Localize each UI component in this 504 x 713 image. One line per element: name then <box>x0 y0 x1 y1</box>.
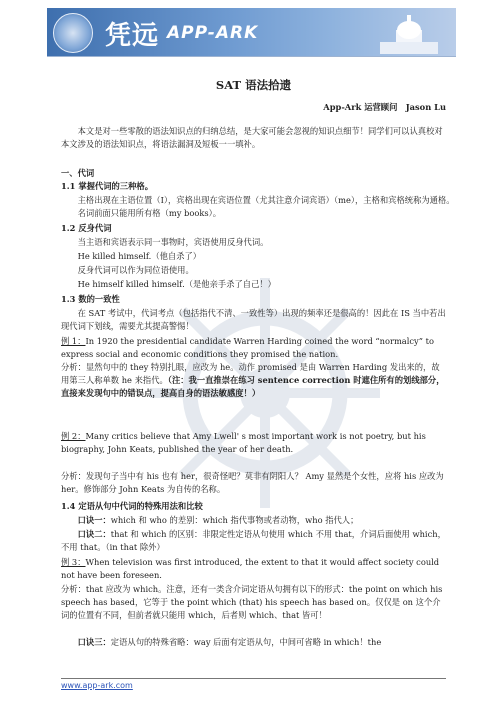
rule-3-text: 定语从句的特殊省略：way 后面有定语从句，中间可省略 in which！the <box>110 637 382 647</box>
paragraph-1-3: 在 SAT 考试中，代词考点（包括指代不清、一致性等）出现的频率还是很高的！因此在 IS 当中若出现代词下划线，需要尤其提高警惕！ <box>61 308 446 331</box>
example-3-label: 例 3： <box>61 557 86 567</box>
header-banner <box>47 8 456 57</box>
example-2-label: 例 2： <box>61 431 86 441</box>
subheading-1-1: 1.1 掌握代词的三种格。 <box>61 181 153 191</box>
rule-2-text: that 和 which 的区别：非限定性定语从句使用 which 不用 that，介词后面使用 which，不用 that。（in that 除外） <box>61 529 446 552</box>
rule-2 <box>61 528 446 554</box>
line-1-2-b: He killed himself.（他自杀了） <box>77 251 202 261</box>
example-1-label: 例 1： <box>61 336 86 346</box>
document-title: SAT 语法拾遗 <box>215 78 292 92</box>
example-1-text: In 1920 the presidential candidate Warren Harding coined the word “normalcy” to express social and economic conditions they promised the nation. <box>61 336 434 359</box>
line-1-2-d: He himself killed himself.（是他亲手杀了自己！） <box>77 279 276 289</box>
example-3 <box>61 556 446 582</box>
example-3-analysis: 分析：that 应改为 which。注意，还有一类含介词定语从句拥有以下的形式：the point on which his speech has based，它等于 the point which (that) his speech has based on。仅仅是 on 这个介词的位置有不同，但前者就只能用 which，后者则 which、that 皆可！ <box>61 584 443 620</box>
subheading-1-3: 1.3 数的一致性 <box>61 294 120 304</box>
line-1-2-c: 反身代词可以作为同位语使用。 <box>77 265 194 275</box>
footer-website-link[interactable]: www.app-ark.com <box>61 681 133 690</box>
example-1-note: （注：我一直推崇在练习 sentence correction 时遮住所有的划线部分，直接来发现句中的错误点，提高自身的语法敏感度！） <box>61 375 445 398</box>
example-3-text: When television was first introduced, the extent to that it would affect society could not have been foreseen. <box>61 557 440 580</box>
rule-3-label: 口诀三： <box>77 637 111 647</box>
brand-chinese-name: 凭远 <box>105 21 160 51</box>
example-1-analysis-text: 分析：显然句中的 they 特别扎眼，应改为 he。动作 promised 是由 Warren Harding 发出来的，故用第三人称单数 he 来指代。 <box>61 362 440 385</box>
example-2-analysis: 分析：发现句子当中有 his 也有 her，很奇怪吧？莫非有阴阳人？ Amy 显然是个女性，应将 his 应改为 her。修饰部分 John Keats 为自传的名称。 <box>61 471 444 494</box>
rule-1-text: which 和 who 的差别：which 指代事物或者动物，who 指代人； <box>110 515 359 525</box>
rule-3 <box>61 636 446 649</box>
line-1-2-a: 当主语和宾语表示同一事物时，宾语使用反身代词。 <box>77 237 269 247</box>
subheading-1-2: 1.2 反身代词 <box>61 223 112 233</box>
seal-logo-icon <box>53 13 93 53</box>
rule-1 <box>61 514 463 527</box>
intro-paragraph: 本文是对一些零散的语法知识点的归纳总结，是大家可能会忽视的知识点细节！同学们可以认真校对本文涉及的语法知识点，将语法漏洞及短板一一填补。 <box>61 126 443 149</box>
example-2 <box>61 430 446 456</box>
rule-1-label: 口诀一： <box>77 515 111 525</box>
example-2-text: Many critics believe that Amy Lwell' s most important work is not poetry, but his biography, John Keats, published the year of her death. <box>61 431 426 454</box>
example-1-analysis <box>61 361 446 400</box>
document-author: App-Ark 运营顾问 Jason Lu <box>323 102 446 112</box>
rule-2-label: 口诀二： <box>77 529 111 539</box>
footer-divider <box>61 678 446 679</box>
example-1 <box>61 335 446 361</box>
capitol-building-icon <box>370 12 448 56</box>
paragraph-1-1: 主格出现在主语位置（I），宾格出现在宾语位置（尤其注意介词宾语）（me），主格和宾格统称为通格。名词前面只能用所有格（my books）。 <box>77 195 455 218</box>
brand-english-name: APP-ARK <box>167 23 259 43</box>
section-heading-pronouns: 一、代词 <box>61 168 95 178</box>
subheading-1-4: 1.4 定语从句中代词的特殊用法和比较 <box>61 501 203 511</box>
